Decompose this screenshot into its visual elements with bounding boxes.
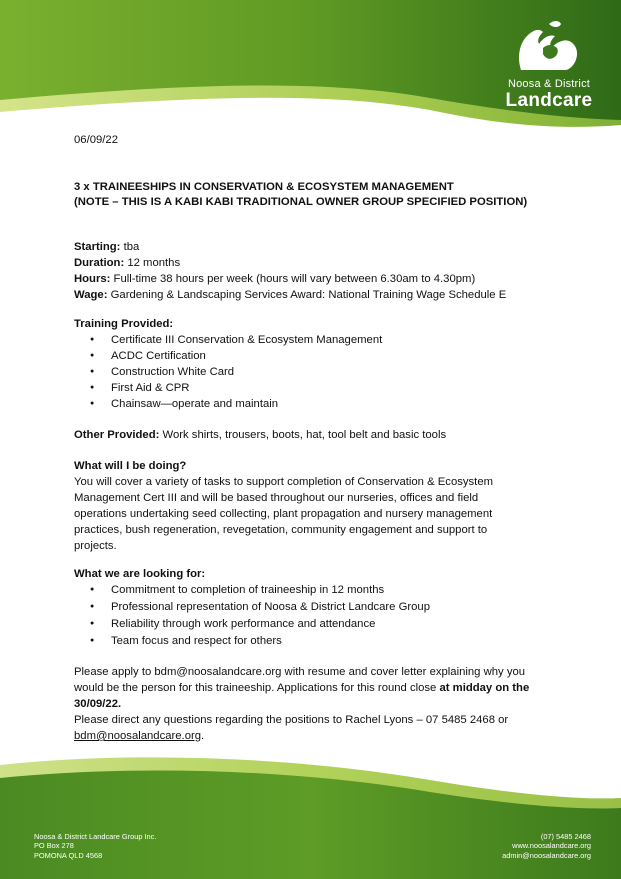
hours-label: Hours: xyxy=(74,273,111,285)
footer-line: PO Box 278 xyxy=(34,841,74,851)
paragraph-line: You will cover a variety of tasks to support completion of Conservation & Ecosystem xyxy=(74,476,494,488)
landcare-logo xyxy=(499,18,599,112)
starting-value: tba xyxy=(120,241,140,253)
apply-line-3: 30/09/22. xyxy=(74,698,122,710)
document-title xyxy=(74,180,554,210)
apply-line-2a: would be the person for this traineeship. Applications for this round close xyxy=(74,682,440,694)
position-details xyxy=(74,239,554,303)
apply-deadline: at midday on the xyxy=(439,682,530,694)
paragraph-line: operations undertaking seed collecting, plant propagation and nursery management xyxy=(74,508,493,520)
list-item: ● Certificate III Conservation & Ecosystem Management xyxy=(74,332,554,348)
footer-email[interactable]: admin@noosalandcare.org xyxy=(502,850,591,860)
apply-section xyxy=(74,664,554,744)
training-section xyxy=(74,316,554,412)
duration-label: Duration: xyxy=(74,257,125,269)
duration-value: 12 months xyxy=(124,257,181,269)
other-provided xyxy=(74,427,554,443)
paragraph-line: Management Cert III and will be based throughout our nurseries, offices and field xyxy=(74,492,479,504)
list-item: ● Team focus and respect for others xyxy=(74,633,554,650)
title-line-1: 3 x TRAINEESHIPS IN CONSERVATION & ECOSYSTEM MANAGEMENT xyxy=(74,181,454,193)
training-list xyxy=(74,332,554,412)
hours-row xyxy=(74,271,554,287)
list-item: ● Professional representation of Noosa & District Landcare Group xyxy=(74,599,554,616)
document-date: 06/09/22 xyxy=(74,134,118,146)
footer-phone: (07) 5485 2468 xyxy=(540,832,591,841)
list-item: ● Commitment to completion of traineeship in 12 months xyxy=(74,582,554,599)
starting-row xyxy=(74,239,554,255)
list-item: ● ACDC Certification xyxy=(74,348,554,364)
footer-website[interactable]: www.noosalandcare.org xyxy=(512,841,591,851)
footer-address xyxy=(34,832,156,860)
looking-section xyxy=(74,566,554,650)
wage-label: Wage: xyxy=(74,289,108,301)
apply-period: . xyxy=(201,730,205,742)
paragraph-line: practices, bush regeneration, revegetation, community engagement and support to xyxy=(74,524,488,536)
paragraph-line: projects. xyxy=(74,540,117,552)
looking-heading: What we are looking for: xyxy=(74,568,206,580)
looking-list xyxy=(74,582,554,650)
footer-line: Noosa & District Landcare Group Inc. xyxy=(34,832,157,841)
starting-label: Starting: xyxy=(74,241,121,253)
doing-paragraph xyxy=(74,474,554,554)
apply-line-2 xyxy=(74,680,554,696)
doing-section xyxy=(74,458,554,554)
wage-value: Gardening & Landscaping Services Award: National Training Wage Schedule E xyxy=(107,289,507,301)
training-heading: Training Provided: xyxy=(74,318,174,330)
footer-line: POMONA QLD 4568 xyxy=(34,850,103,860)
list-item: ● First Aid & CPR xyxy=(74,380,554,396)
footer-contact xyxy=(502,832,591,860)
wage-row xyxy=(74,287,554,303)
other-label: Other Provided: xyxy=(74,429,160,441)
apply-line-1: Please apply to bdm@noosalandcare.org with resume and cover letter explaining why you xyxy=(74,666,526,678)
doing-heading: What will I be doing? xyxy=(74,460,187,472)
apply-line-4: Please direct any questions regarding the positions to Rachel Lyons – 07 5485 2468 or xyxy=(74,714,509,726)
hands-australia-icon xyxy=(513,18,585,74)
logo-org-line: Noosa & District xyxy=(507,78,591,90)
duration-row xyxy=(74,255,554,271)
logo-brand: Landcare xyxy=(505,90,593,111)
hours-value: Full-time 38 hours per week (hours will vary between 6.30am to 4.30pm) xyxy=(110,273,476,285)
list-item: ● Reliability through work performance and attendance xyxy=(74,616,554,633)
list-item: ● Chainsaw—operate and maintain xyxy=(74,396,554,412)
other-value: Work shirts, trousers, boots, hat, tool belt and basic tools xyxy=(159,429,447,441)
list-item: ● Construction White Card xyxy=(74,364,554,380)
email-link[interactable]: bdm@noosalandcare.org xyxy=(74,730,202,742)
title-line-2: (NOTE – THIS IS A KABI KABI TRADITIONAL OWNER GROUP SPECIFIED POSITION) xyxy=(74,196,528,208)
